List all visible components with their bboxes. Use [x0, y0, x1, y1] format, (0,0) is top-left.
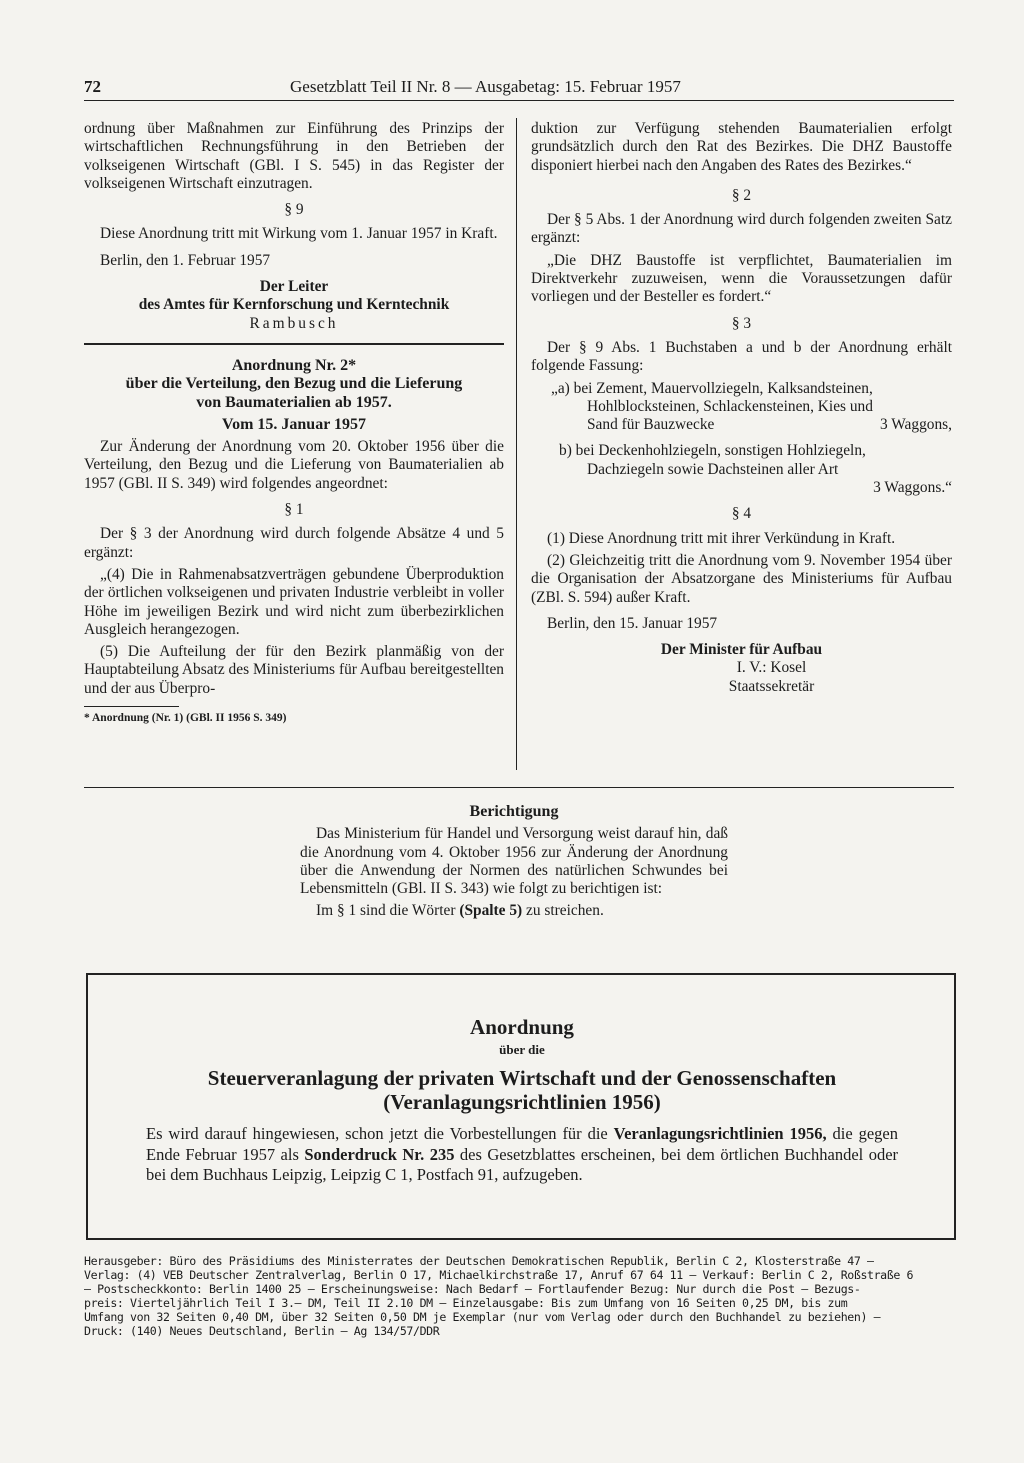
notice-box [86, 973, 956, 1240]
notice-text: Es wird darauf hingewiesen, schon jetzt die Vorbestellungen für die Veranlagungsrichtlinien 1956, die gegen Ende Februar 1957 als Sonderdruck Nr. 235 des Gesetzblattes erscheinen, bei dem örtlichen Buchhandel oder bei dem Buchhaus Leipzig, Leipzig C 1, Postfach 91, aufzugeben. [146, 1124, 899, 1184]
list-line: Hohlblocksteinen, Schlackensteinen, Kies und [587, 397, 873, 415]
paragraph: Zur Änderung der Anordnung vom 20. Oktober 1956 über die Verteilung, den Bezug und die Lieferung von Baumaterialien ab 1957 (GBl. II S. 349) wird folgendes angeordnet: [84, 438, 504, 492]
column-divider [516, 118, 517, 770]
article-title: Anordnung Nr. 2* [231, 356, 357, 374]
list-item-b [531, 442, 952, 497]
list-text: Sand für Bauzwecke [587, 416, 715, 434]
article-title: von Baumaterialien ab 1957. [196, 393, 392, 411]
signature-name: Rambusch [249, 314, 339, 332]
list-line: Dachziegeln sowie Dachsteinen aller Art [587, 460, 839, 478]
header-rule [84, 100, 954, 101]
paragraph: Der § 3 der Anordnung wird durch folgende Absätze 4 und 5 ergänzt: [84, 525, 504, 561]
right-column [531, 120, 952, 696]
list-item-a [531, 380, 952, 435]
berichtigung-text: Das Ministerium für Handel und Versorgung weist darauf hin, daß die Anordnung vom 4. Oktober 1956 zur Änderung der Anordnung über die Anwendung der Normen des natürlichen Schwundes bei Lebensmitteln (GBl. II S. 343) wie folgt zu berichtigen ist: [300, 825, 728, 898]
imprint [84, 1254, 954, 1338]
imprint-line: Herausgeber: Büro des Präsidiums des Ministerrates der Deutschen Demokratischen Republik, Berlin C 2, Klosterstraße 47 — [84, 1254, 874, 1268]
list-line: „a) bei Zement, Mauervollziegeln, Kalksandsteinen, [551, 379, 873, 397]
article-separator [84, 343, 504, 345]
paragraph: Der § 9 Abs. 1 Buchstaben a und b der Anordnung erhält folgende Fassung: [531, 338, 952, 375]
imprint-line: Verlag: (4) VEB Deutscher Zentralverlag, Berlin O 17, Michaelkirchstraße 17, Anruf 67 64 11 — Verkauf: Berlin C 2, Roßstraße 6 [84, 1268, 914, 1282]
list-quantity: 3 Waggons.“ [873, 479, 952, 497]
paragraph: (2) Gleichzeitig tritt die Anordnung vom 9. November 1954 über die Organisation der Absatzorgane des Ministeriums für Aufbau (ZBl. S. 594) außer Kraft. [531, 551, 952, 606]
section-heading: § 4 [731, 505, 752, 523]
imprint-line: — Postscheckkonto: Berlin 1400 25 — Erscheinungsweise: Nach Bedarf — Fortlaufender Bezug: Nur durch die Post — Bezugs- [84, 1282, 861, 1296]
place-date: Berlin, den 15. Januar 1957 [547, 614, 718, 632]
footnote: * Anordnung (Nr. 1) (GBl. II 1956 S. 349) [84, 712, 287, 725]
signature-title: Der Minister für Aufbau [660, 641, 823, 659]
berichtigung-correction: Im § 1 sind die Wörter (Spalte 5) zu streichen. [316, 902, 604, 920]
footnote-rule [84, 706, 179, 707]
berichtigung-title: Berichtigung [469, 803, 559, 820]
signature-name: I. V.: Kosel [736, 659, 807, 677]
section-heading: § 2 [731, 186, 752, 204]
section-rule [84, 787, 954, 788]
section-heading: § 3 [731, 314, 752, 332]
section-heading: § 1 [284, 501, 304, 519]
left-column [84, 120, 504, 727]
list-line [551, 416, 952, 434]
notice-subtitle: über die [499, 1041, 545, 1057]
quoted-paragraph: „(4) Die in Rahmenabsatzverträgen gebundene Überproduktion der örtlichen volkseigenen und privaten Industrie verbleibt in voller Höhe im jeweiligen Bezirk und wird nicht zum überbezirklichen Ausgleich herangezogen. [84, 565, 504, 638]
signature-office: des Amtes für Kernforschung und Kerntechnik [138, 296, 450, 314]
paragraph: (1) Diese Anordnung tritt mit ihrer Verkündung in Kraft. [547, 529, 896, 547]
page-number: 72 [84, 77, 101, 96]
place-date: Berlin, den 1. Februar 1957 [100, 251, 271, 269]
list-line: b) bei Deckenhohlziegeln, sonstigen Hohlziegeln, [559, 442, 866, 460]
continuation-text: duktion zur Verfügung stehenden Baumaterialien erfolgt grundsätzlich durch den Rat des Bezirkes. Die DHZ Baustoffe disponiert hierbei nach den Angaben des Rates des Bezirkes.“ [531, 120, 952, 174]
quoted-paragraph: „Die DHZ Baustoffe ist verpflichtet, Baumaterialien im Direktverkehr zuzuweisen, wenn die Voraussetzungen dafür vorliegen und der Besteller es fordert.“ [531, 251, 952, 306]
list-quantity: 3 Waggons, [879, 416, 952, 434]
section-heading: § 9 [284, 201, 304, 219]
notice-title: Anordnung [470, 1015, 574, 1039]
signature-role: Staatssekretär [728, 677, 815, 695]
notice-heading: Steuerveranlagung der privaten Wirtschaft und der Genossenschaften [207, 1066, 837, 1090]
signature-title: Der Leiter [259, 278, 329, 296]
article-date: Vom 15. Januar 1957 [221, 415, 367, 433]
notice-heading: (Veranlagungsrichtlinien 1956) [383, 1090, 661, 1114]
running-header: Gesetzblatt Teil II Nr. 8 — Ausgabetag: 15. Februar 1957 [290, 77, 681, 96]
article-title: über die Verteilung, den Bezug und die Lieferung [125, 375, 463, 393]
continuation-text: ordnung über Maßnahmen zur Einführung des Prinzips der wirtschaftlichen Rechnungsführung in den Betrieben der volkseigenen Wirtschaft (GBl. I S. 545) in das Register der volkseigenen Wirtschaft einzutragen. [84, 120, 504, 192]
quoted-paragraph: (5) Die Aufteilung der für den Bezirk planmäßig von der Hauptabteilung Absatz des Ministeriums für Aufbau bereitgestellten und der aus Überpro- [84, 643, 504, 697]
imprint-line: Druck: (140) Neues Deutschland, Berlin — Ag 134/57/DDR [84, 1324, 440, 1338]
paragraph: Diese Anordnung tritt mit Wirkung vom 1. Januar 1957 in Kraft. [100, 225, 498, 243]
paragraph: Der § 5 Abs. 1 der Anordnung wird durch folgenden zweiten Satz ergänzt: [531, 211, 952, 247]
berichtigung-section [300, 803, 728, 921]
imprint-line: preis: Vierteljährlich Teil I 3.— DM, Teil II 2.10 DM — Einzelausgabe: Bis zum Umfang von 16 Seiten 0,25 DM, bis zum [84, 1296, 848, 1310]
imprint-line: Umfang von 32 Seiten 0,40 DM, über 32 Seiten 0,50 DM je Exemplar (nur vom Verlag oder durch den Buchhandel zu beziehen) — [84, 1310, 881, 1324]
